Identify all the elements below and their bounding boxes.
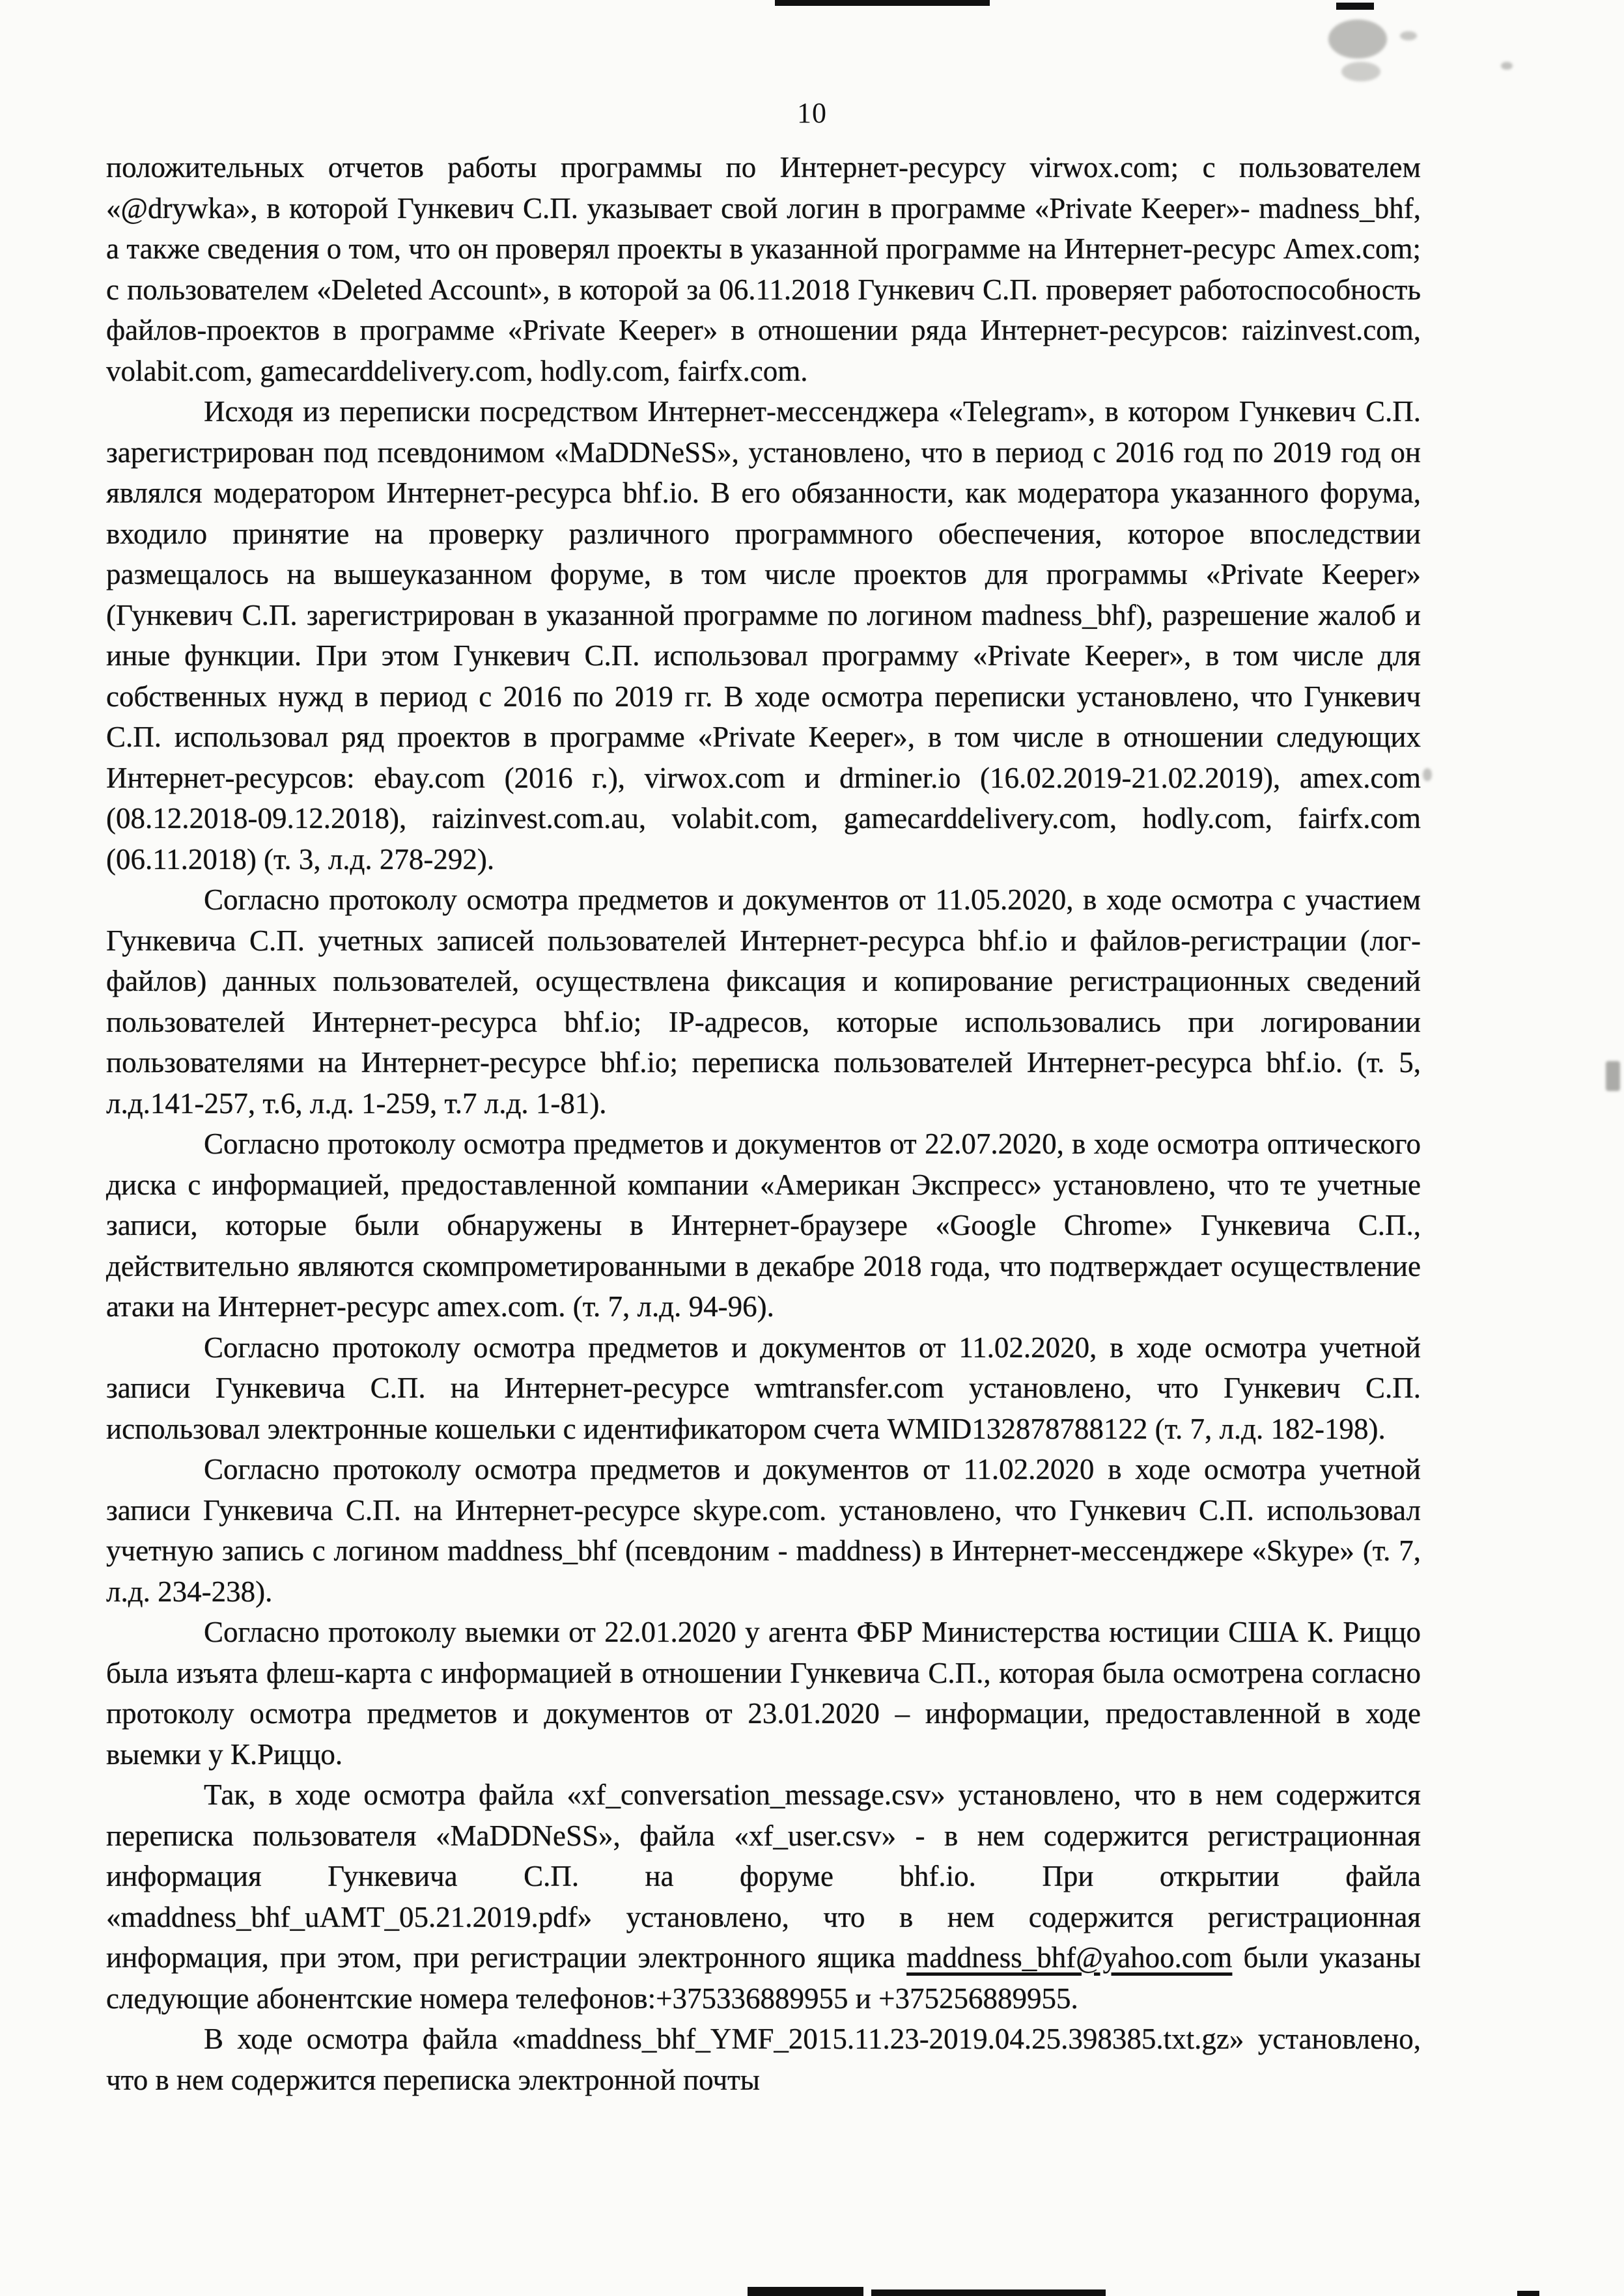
- scan-smudge: [1328, 20, 1387, 59]
- paragraph: Согласно протоколу осмотра предметов и документов от 11.05.2020, в ходе осмотра с участием Гункевича С.П. учетных записей пользователей Интернет-ресурса bhf.io и файлов-регистрации (лог-файлов) данных пользователей, осуществлена фиксация и копирование регистрационных сведений пользователей Интернет-ресурса bhf.io; IP-адресов, которые использовались при логировании пользователями на Интернет-ресурсе bhf.io; переписка пользователей Интернет-ресурса bhf.io. (т. 5, л.д.141-257, т.6, л.д. 1-259, т.7 л.д. 1-81).: [106, 883, 1421, 1120]
- scan-smudge: [1400, 31, 1417, 40]
- scan-artifact-bottom-bar: [871, 2289, 1106, 2296]
- paragraph: [106, 1775, 1421, 2019]
- paragraph: Согласно протоколу осмотра предметов и документов от 11.02.2020 в ходе осмотра учетной записи Гункевича С.П. на Интернет-ресурсе skype.com. установлено, что Гункевич С.П. использовал учетную запись с логином maddness_bhf (псевдоним - maddness) в Интернет-мессенджере «Skype» (т. 7, л.д. 234-238).: [106, 1453, 1421, 1608]
- paragraph: Согласно протоколу осмотра предметов и документов от 22.07.2020, в ходе осмотра оптического диска с информацией, предоставленной компании «Американ Экспресс» установлено, что те учетные записи, которые были обнаружены в Интернет-браузере «Google Chrome» Гункевича С.П., действительно являются скомпрометированными в декабре 2018 года, что подтверждает осуществление атаки на Интернет-ресурс amex.com. (т. 7, л.д. 94-96).: [106, 1127, 1421, 1323]
- scan-artifact-bottom-mark: [1517, 2291, 1539, 2296]
- document-body: [106, 147, 1421, 2100]
- scan-artifact-right-edge: [1606, 1061, 1620, 1091]
- underlined-email: maddness_bhf@yahoo.com: [906, 1941, 1233, 1974]
- paragraph: Согласно протоколу осмотра предметов и документов от 11.02.2020, в ходе осмотра учетной записи Гункевича С.П. на Интернет-ресурсе wmtransfer.com установлено, что Гункевич С.П. использовал электронные кошельки с идентификатором счета WMID132878788122 (т. 7, л.д. 182-198).: [106, 1331, 1421, 1445]
- scan-artifact-top-bar: [775, 0, 990, 6]
- paragraph-text: были указаны следующие абонентские номера телефонов:+375336889955 и +375256889955.: [106, 1941, 1421, 2015]
- paragraph: Согласно протоколу выемки от 22.01.2020 у агента ФБР Министерства юстиции США К. Риццо была изъята флеш-карта с информацией в отношении Гункевича С.П., которая была осмотрена согласно протоколу осмотра предметов и документов от 23.01.2020 – информации, предоставленной в ходе выемки у К.Риццо.: [106, 1616, 1421, 1771]
- scan-smudge: [1423, 768, 1432, 781]
- scan-artifact-top-mark: [1336, 3, 1374, 10]
- page-number: 10: [797, 97, 827, 129]
- paragraph: положительных отчетов работы программы по Интернет-ресурсу virwox.com; с пользователем «@drywka», в которой Гункевич С.П. указывает свой логин в программе «Private Keeper»- madness_bhf, а также сведения о том, что он проверял проекты в указанной программе на Интернет-ресурс Amex.com; с пользователем «Deleted Account», в которой за 06.11.2018 Гункевич С.П. проверяет работоспособность файлов-проектов в программе «Private Keeper» в отношении ряда Интернет-ресурсов: raizinvest.com, volabit.com, gamecarddelivery.com, hodly.com, fairfx.com.: [106, 151, 1421, 387]
- scan-smudge: [1501, 62, 1513, 70]
- paragraph-text: Так, в ходе осмотра файла «xf_conversation_message.csv» установлено, что в нем содержится переписка пользователя «MaDDNeSS», файла «xf_user.csv» - в нем содержится регистрационная информация Гункевича С.П. на форуме bhf.io. При открытии файла «maddness_bhf_uAMT_05.21.2019.pdf» установлено, что в нем содержится регистрационная информация, при этом, при регистрации электронного ящика: [106, 1778, 1421, 1974]
- scan-smudge: [1341, 62, 1380, 81]
- scan-artifact-bottom-bar: [748, 2287, 863, 2296]
- paragraph: Исходя из переписки посредством Интернет-мессенджера «Telegram», в котором Гункевич С.П. зарегистрирован под псевдонимом «MaDDNeSS», установлено, что в период с 2016 год по 2019 год он являлся модератором Интернет-ресурса bhf.io. В его обязанности, как модератора указанного форума, входило принятие на проверку различного программного обеспечения, которое впоследствии размещалось на вышеуказанном форуме, в том числе проектов для программы «Private Keeper» (Гункевич С.П. зарегистрирован в указанной программе по логином madness_bhf), разрешение жалоб и иные функции. При этом Гункевич С.П. использовал программу «Private Keeper», в том числе для собственных нужд в период с 2016 по 2019 гг. В ходе осмотра переписки установлено, что Гункевич С.П. использовал ряд проектов в программе «Private Keeper», в том числе в отношении следующих Интернет-ресурсов: ebay.com (2016 г.), virwox.com и drminer.io (16.02.2019-21.02.2019), amex.com (08.12.2018-09.12.2018), raizinvest.com.au, volabit.com, gamecarddelivery.com, hodly.com, fairfx.com (06.11.2018) (т. 3, л.д. 278-292).: [106, 395, 1421, 876]
- paragraph: В ходе осмотра файла «maddness_bhf_YMF_2015.11.23-2019.04.25.398385.txt.gz» установлено, что в нем содержится переписка электронной почты: [106, 2023, 1421, 2096]
